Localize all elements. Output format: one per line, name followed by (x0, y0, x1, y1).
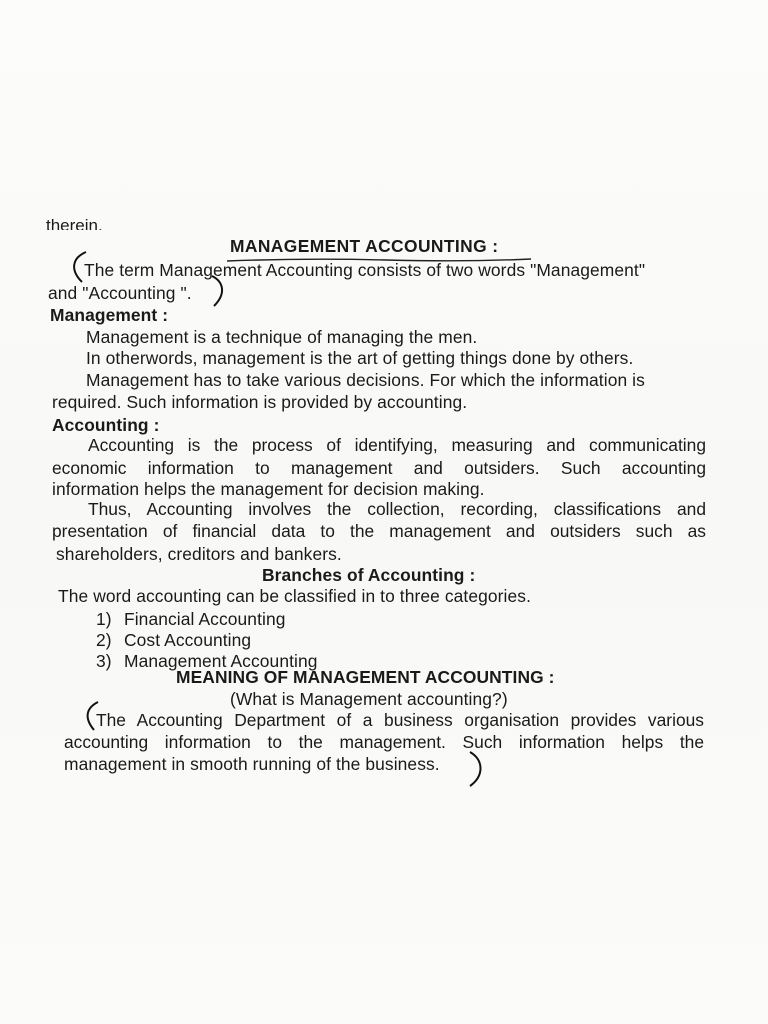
meaning-subheading: (What is Management accounting?) (230, 689, 508, 709)
list-item-management-accounting: Management Accounting (124, 651, 318, 671)
cut-off-text-content: therein. (46, 216, 103, 230)
main-heading: MANAGEMENT ACCOUNTING : (230, 236, 499, 256)
accounting-line-1: Accounting is the process of identifying, measuring and communicating (88, 435, 706, 455)
management-heading: Management : (50, 305, 169, 325)
management-line-4: required. Such information is provided by accounting. (52, 392, 468, 412)
cut-off-text (46, 210, 116, 230)
list-item-number: 2) (96, 630, 112, 650)
management-line-2: In otherwords, management is the art of getting things done by others. (86, 348, 634, 368)
close-bracket-mark (466, 750, 486, 788)
intro-line-1: The term Management Accounting consists of two words "Management" (84, 260, 646, 280)
management-line-1: Management is a technique of managing the men. (86, 327, 478, 347)
accounting-line-6: shareholders, creditors and bankers. (56, 544, 342, 564)
intro-line-2: and "Accounting ". (48, 283, 192, 303)
branches-intro: The word accounting can be classified in to three categories. (58, 586, 532, 606)
meaning-line-2: accounting information to the management. Such information helps the (64, 732, 704, 752)
meaning-heading: MEANING OF MANAGEMENT ACCOUNTING : (176, 667, 555, 687)
list-item-number: 3) (96, 651, 112, 671)
accounting-line-3: information helps the management for decision making. (52, 479, 485, 499)
meaning-line-3: management in smooth running of the business. (64, 754, 440, 774)
meaning-line-1: The Accounting Department of a business organisation provides various (96, 710, 704, 730)
management-line-3: Management has to take various decisions. For which the information is (86, 370, 645, 390)
accounting-line-2: economic information to management and outsiders. Such accounting (52, 458, 706, 478)
list-item-number: 1) (96, 609, 112, 629)
list-item-cost-accounting: Cost Accounting (124, 630, 252, 650)
accounting-line-4: Thus, Accounting involves the collection, recording, classifications and (88, 499, 706, 519)
accounting-line-5: presentation of financial data to the management and outsiders such as (52, 521, 706, 541)
list-item-financial-accounting: Financial Accounting (124, 609, 286, 629)
branches-heading: Branches of Accounting : (262, 565, 476, 585)
accounting-heading: Accounting : (52, 415, 160, 435)
close-bracket-mark (208, 274, 228, 308)
